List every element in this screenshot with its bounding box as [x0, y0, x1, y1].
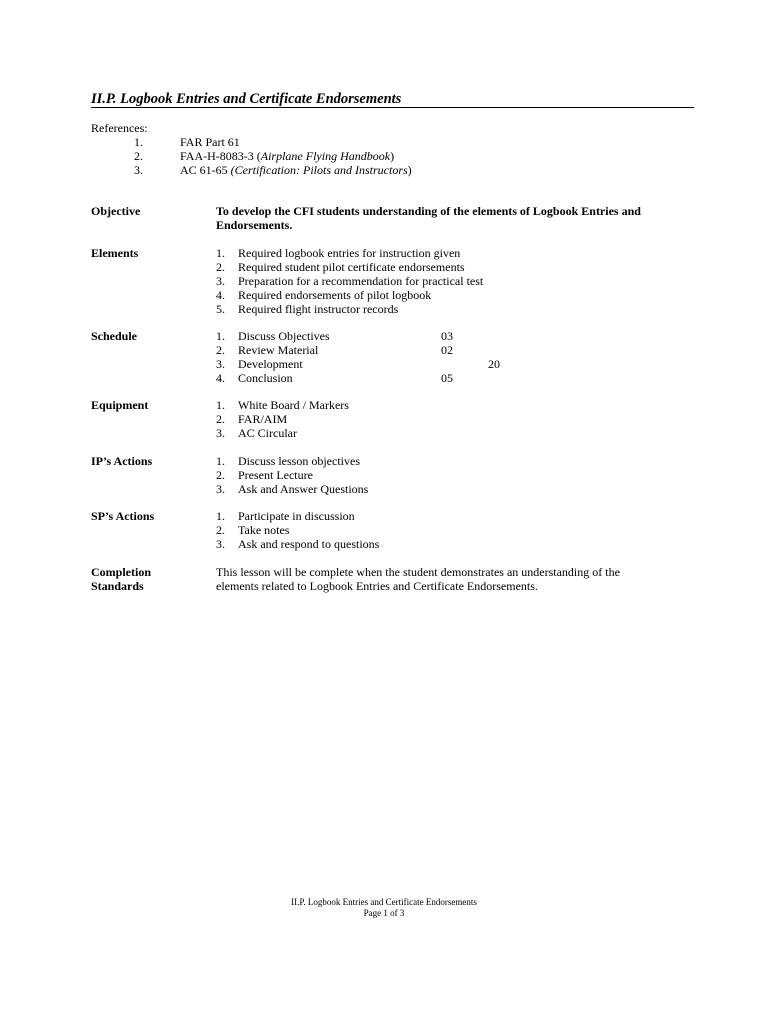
reference-text: FAA-H-8083-3 (Airplane Flying Handbook)	[180, 149, 395, 163]
list-item: 1. Discuss lesson objectives	[216, 454, 360, 468]
schedule-item: 4. Conclusion 05	[216, 371, 453, 385]
list-item: 1. Required logbook entries for instruction given	[216, 246, 461, 260]
reference-text: AC 61-65 (Certification: Pilots and Instructors)	[180, 163, 412, 177]
schedule-time: 02	[441, 343, 453, 357]
page-number: Page 1 of 3	[363, 908, 405, 918]
document-title: II.P. Logbook Entries and Certificate Endorsements	[91, 91, 694, 108]
sp-actions-list	[216, 509, 686, 551]
list-item: 3. AC Circular	[216, 426, 297, 440]
list-item: 2. Required student pilot certificate endorsements	[216, 260, 465, 274]
reference-number: 3.	[134, 163, 143, 177]
list-item: 2. Take notes	[216, 523, 290, 537]
reference-number: 1.	[134, 135, 143, 149]
list-item: 5. Required flight instructor records	[216, 302, 399, 316]
list-item: 1. Participate in discussion	[216, 509, 355, 523]
list-item: 2. Present Lecture	[216, 468, 313, 482]
elements-label: Elements	[91, 246, 139, 260]
objective-label: Objective	[91, 204, 141, 218]
schedule-label: Schedule	[91, 329, 138, 343]
completion-label: Completion Standards	[91, 565, 151, 593]
list-item: 3. Ask and respond to questions	[216, 537, 380, 551]
sp-actions-label: SP’s Actions	[91, 509, 155, 523]
schedule-time: 03	[441, 329, 453, 343]
elements-list	[216, 246, 686, 316]
schedule-item: 1. Discuss Objectives 03	[216, 329, 453, 343]
list-item: 3. Ask and Answer Questions	[216, 482, 369, 496]
schedule-item: 3. Development 20	[216, 357, 500, 371]
references-label: References:	[91, 121, 148, 135]
footer-title: II.P. Logbook Entries and Certificate Endorsements	[291, 897, 477, 907]
equipment-label: Equipment	[91, 398, 149, 412]
list-item: 1. White Board / Markers	[216, 398, 349, 412]
schedule-time: 05	[441, 371, 453, 385]
list-item: 2. FAR/AIM	[216, 412, 288, 426]
list-item: 4. Required endorsements of pilot logbook	[216, 288, 432, 302]
schedule-item: 2. Review Material 02	[216, 343, 453, 357]
reference-text: FAR Part 61	[180, 135, 240, 149]
ip-actions-list	[216, 454, 686, 496]
reference-number: 2.	[134, 149, 143, 163]
schedule-list	[216, 329, 686, 385]
list-item: 3. Preparation for a recommendation for practical test	[216, 274, 484, 288]
schedule-time: 20	[488, 357, 500, 371]
reference-italic-title: Airplane Flying Handbook	[260, 149, 391, 163]
ip-actions-label: IP’s Actions	[91, 454, 153, 468]
reference-italic-title: (Certification: Pilots and Instructors	[230, 163, 408, 177]
equipment-list	[216, 398, 686, 440]
objective-text: To develop the CFI students understanding of the elements of Logbook Entries and Endorsements.	[216, 204, 641, 232]
completion-text: This lesson will be complete when the student demonstrates an understanding of the elements related to Logbook Entries and Certificate Endorsements.	[216, 565, 620, 593]
